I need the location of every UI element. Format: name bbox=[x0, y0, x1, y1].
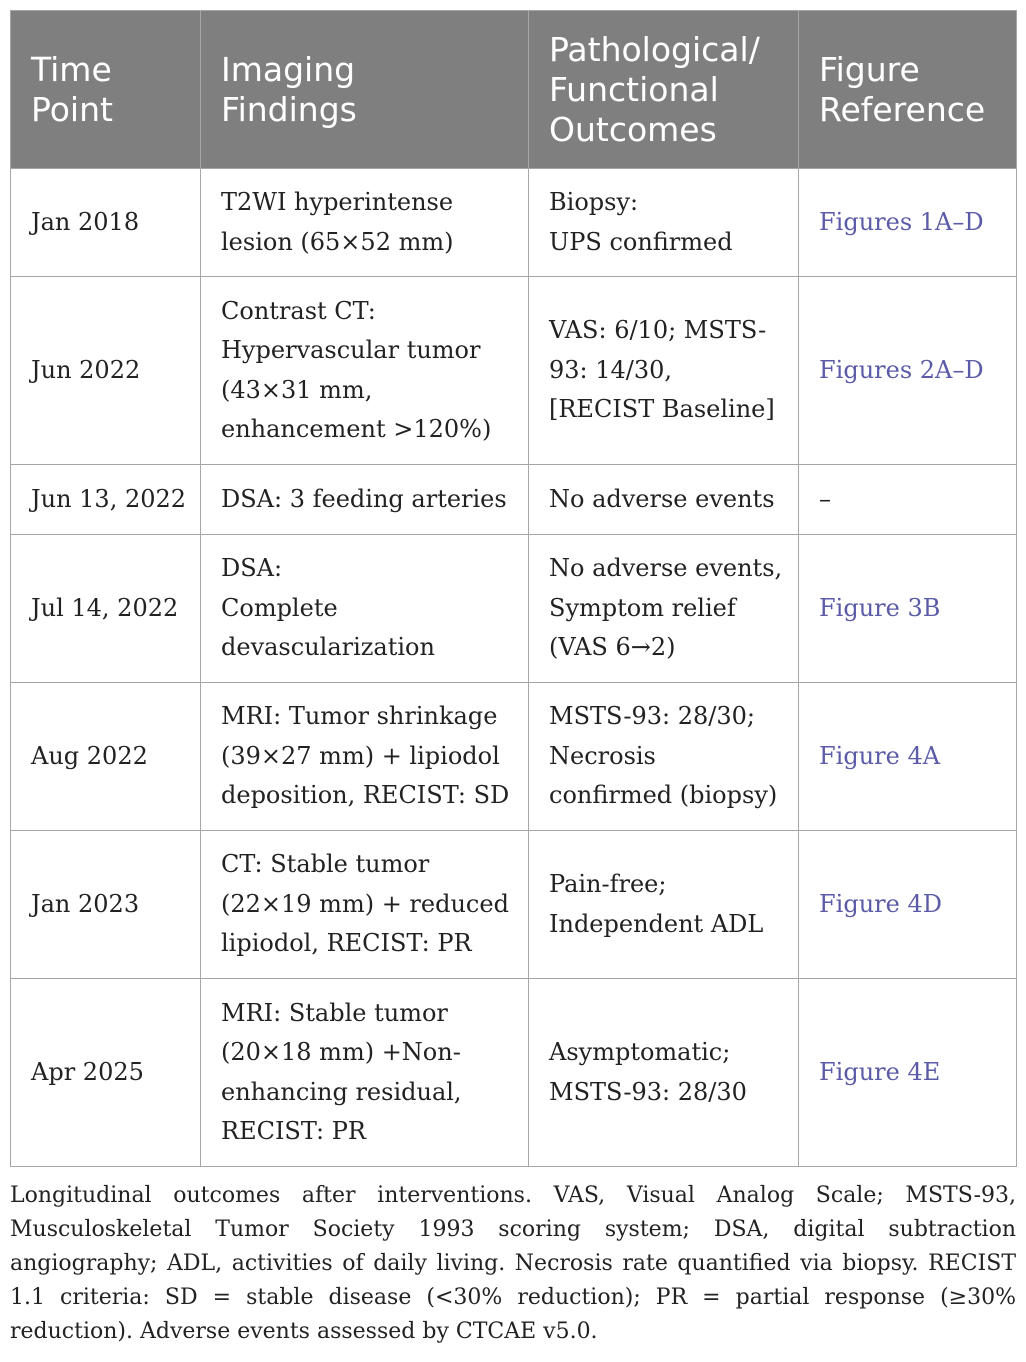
table-row bbox=[11, 277, 1017, 465]
header-imaging-findings: Imaging Findings bbox=[201, 11, 529, 169]
cell-time-point: Jan 2023 bbox=[11, 831, 201, 979]
cell-imaging-findings: CT: Stable tumor (22×19 mm) + reduced lipiodol, RECIST: PR bbox=[201, 831, 529, 979]
table-row bbox=[11, 979, 1017, 1167]
figure-reference-link[interactable]: Figures 2A–D bbox=[799, 277, 1017, 465]
cell-outcomes: VAS: 6/10; MSTS- 93: 14/30, [RECIST Baseline] bbox=[529, 277, 799, 465]
cell-outcomes: Biopsy: UPS confirmed bbox=[529, 169, 799, 277]
cell-imaging-findings: Contrast CT: Hypervascular tumor (43×31 mm, enhancement >120%) bbox=[201, 277, 529, 465]
cell-time-point: Jun 13, 2022 bbox=[11, 465, 201, 535]
header-pathological-outcomes: Pathological/ Functional Outcomes bbox=[529, 11, 799, 169]
figure-reference-link[interactable]: Figures 1A–D bbox=[799, 169, 1017, 277]
cell-outcomes: MSTS-93: 28/30; Necrosis confirmed (biopsy) bbox=[529, 683, 799, 831]
cell-time-point: Apr 2025 bbox=[11, 979, 201, 1167]
table-row bbox=[11, 465, 1017, 535]
cell-time-point: Jun 2022 bbox=[11, 277, 201, 465]
outcomes-table bbox=[10, 10, 1017, 1167]
table-row bbox=[11, 831, 1017, 979]
header-figure-reference: Figure Reference bbox=[799, 11, 1017, 169]
table-caption: Longitudinal outcomes after interventions. VAS, Visual Analog Scale; MSTS-93, Musculoskeletal Tumor Society 1993 scoring system; DSA, digital subtraction angiography; ADL, activities of daily living. Necrosis rate quantified via biopsy. RECIST 1.1 criteria: SD = stable disease (<30% reduction); PR = partial response (≥30% reduction). Adverse events assessed by CTCAE v5.0. bbox=[10, 1183, 1016, 1344]
cell-figure-reference: – bbox=[799, 465, 1017, 535]
cell-imaging-findings: T2WI hyperintense lesion (65×52 mm) bbox=[201, 169, 529, 277]
figure-reference-link[interactable]: Figure 4A bbox=[799, 683, 1017, 831]
header-row bbox=[11, 11, 1017, 169]
cell-imaging-findings: MRI: Tumor shrinkage (39×27 mm) + lipiodol deposition, RECIST: SD bbox=[201, 683, 529, 831]
figure-reference-link[interactable]: Figure 3B bbox=[799, 535, 1017, 683]
table-row bbox=[11, 169, 1017, 277]
cell-outcomes: No adverse events bbox=[529, 465, 799, 535]
table-row bbox=[11, 535, 1017, 683]
cell-imaging-findings: DSA: Complete devascularization bbox=[201, 535, 529, 683]
table-container bbox=[10, 10, 1016, 1349]
header-time-point: Time Point bbox=[11, 11, 201, 169]
cell-outcomes: Asymptomatic; MSTS-93: 28/30 bbox=[529, 979, 799, 1167]
cell-time-point: Aug 2022 bbox=[11, 683, 201, 831]
figure-reference-link[interactable]: Figure 4E bbox=[799, 979, 1017, 1167]
figure-reference-link[interactable]: Figure 4D bbox=[799, 831, 1017, 979]
table-row bbox=[11, 683, 1017, 831]
cell-outcomes: Pain-free; Independent ADL bbox=[529, 831, 799, 979]
cell-imaging-findings: DSA: 3 feeding arteries bbox=[201, 465, 529, 535]
cell-outcomes: No adverse events, Symptom relief (VAS 6→2) bbox=[529, 535, 799, 683]
cell-imaging-findings: MRI: Stable tumor (20×18 mm) +Non- enhancing residual, RECIST: PR bbox=[201, 979, 529, 1167]
cell-time-point: Jul 14, 2022 bbox=[11, 535, 201, 683]
cell-time-point: Jan 2018 bbox=[11, 169, 201, 277]
